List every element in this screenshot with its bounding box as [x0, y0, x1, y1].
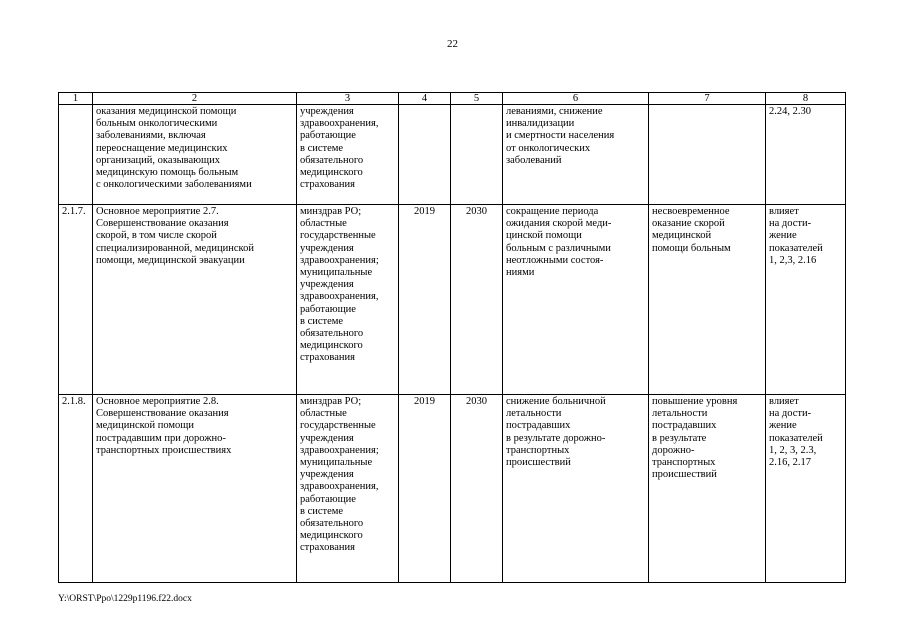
column-number: 3 — [297, 93, 399, 105]
table-row — [59, 105, 846, 205]
column-number-row — [59, 93, 846, 105]
consequences-cell: повышение уровня летальности пострадавших в результате дорожно- транспортных происшествий — [649, 395, 766, 583]
indicators-cell: 2.24, 2.30 — [766, 105, 846, 205]
column-number: 6 — [503, 93, 649, 105]
page-number: 22 — [447, 38, 458, 50]
column-number: 1 — [59, 93, 93, 105]
start-year-cell — [399, 105, 451, 205]
column-number: 2 — [93, 93, 297, 105]
end-year-cell: 2030 — [451, 395, 503, 583]
table-row — [59, 395, 846, 583]
column-number: 5 — [451, 93, 503, 105]
indicators-cell: влияет на дости- жение показателей 1, 2, 3, 2.3, 2.16, 2.17 — [766, 395, 846, 583]
event-cell: Основное мероприятие 2.8. Совершенствование оказания медицинской помощи пострадавшим при дорожно- транспортных происшествиях — [93, 395, 297, 583]
table-row — [59, 205, 846, 395]
row-number — [59, 105, 93, 205]
consequences-cell: несвоевременное оказание скорой медицинской помощи больным — [649, 205, 766, 395]
result-cell: сокращение периода ожидания скорой меди- цинской помощи больным с различными неотложными состоя- ниями — [503, 205, 649, 395]
result-cell: снижение больничной летальности пострадавших в результате дорожно- транспортных происшествий — [503, 395, 649, 583]
indicators-cell: влияет на дости- жение показателей 1, 2,3, 2.16 — [766, 205, 846, 395]
column-number: 8 — [766, 93, 846, 105]
column-number: 4 — [399, 93, 451, 105]
start-year-cell: 2019 — [399, 395, 451, 583]
end-year-cell — [451, 105, 503, 205]
row-number: 2.1.7. — [59, 205, 93, 395]
event-cell: оказания медицинской помощи больным онкологическими заболеваниями, включая переоснащение медицинских организаций, оказывающих медицинскую помощь больным с онкологическими заболеваниями — [93, 105, 297, 205]
end-year-cell: 2030 — [451, 205, 503, 395]
executors-cell: учреждения здравоохранения, работающие в системе обязательного медицинского страхования — [297, 105, 399, 205]
start-year-cell: 2019 — [399, 205, 451, 395]
executors-cell: минздрав РО; областные государственные учреждения здравоохранения; муниципальные учреждения здравоохранения, работающие в системе обязательного медицинского страхования — [297, 205, 399, 395]
event-cell: Основное мероприятие 2.7. Совершенствование оказания скорой, в том числе скорой специализированной, медицинской помощи, медицинской эвакуации — [93, 205, 297, 395]
executors-cell: минздрав РО; областные государственные учреждения здравоохранения; муниципальные учреждения здравоохранения, работающие в системе обязательного медицинского страхования — [297, 395, 399, 583]
consequences-cell — [649, 105, 766, 205]
row-number: 2.1.8. — [59, 395, 93, 583]
result-cell: леваниями, снижение инвалидизации и смертности населения от онкологических заболеваний — [503, 105, 649, 205]
column-number: 7 — [649, 93, 766, 105]
measures-table — [58, 92, 846, 583]
file-path-footer: Y:\ORST\Ppo\1229p1196.f22.docx — [58, 594, 192, 604]
